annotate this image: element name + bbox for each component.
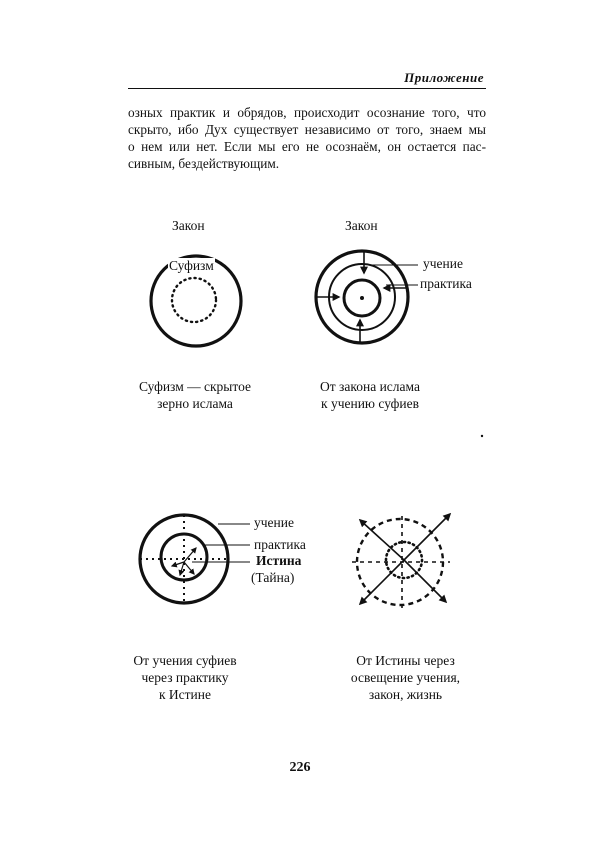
- caption-line: освещение учения,: [350, 670, 461, 685]
- d3-caption: [100, 652, 270, 703]
- body-line: скрыто, ибо Дух существует независимо от того, знаем мы: [128, 122, 486, 137]
- running-header: Приложение: [404, 70, 484, 85]
- d4-caption: [318, 652, 493, 703]
- caption-line: закон, жизнь: [368, 687, 443, 702]
- body-line: сивным, бездействующим.: [128, 156, 280, 171]
- truth-ray-3: [172, 562, 184, 566]
- d2-label-practice: практика: [420, 276, 472, 291]
- d1-inner-label: Суфизм: [169, 258, 214, 273]
- body-line: озных практик и обрядов, происходит осознание того, что: [128, 105, 486, 120]
- d1-caption: [110, 378, 280, 412]
- caption-line: От учения суфиев: [133, 653, 237, 668]
- ray-up-left: [360, 520, 404, 560]
- center-dot: [360, 296, 364, 300]
- d3-label-truth: Истина: [256, 553, 302, 568]
- caption-line: От закона ислама: [320, 379, 420, 394]
- caption-line: к учению суфиев: [321, 396, 419, 411]
- sufism-dotted-circle: [172, 278, 216, 322]
- stray-mark: [481, 435, 483, 437]
- d2-caption: [285, 378, 455, 412]
- ray-down-left: [360, 560, 404, 604]
- d3-label-practice: практика: [254, 537, 306, 552]
- ray-up-right: [404, 514, 450, 560]
- caption-line: Суфизм — скрытое: [139, 379, 251, 394]
- caption-line: зерно ислама: [157, 396, 233, 411]
- diagram-teaching-to-truth: [140, 515, 250, 604]
- truth-ray-4: [180, 562, 184, 575]
- truth-ray-2: [184, 562, 194, 574]
- d1-title: Закон: [172, 218, 205, 233]
- caption-line: От Истины через: [356, 653, 455, 668]
- d2-label-teaching: учение: [423, 256, 463, 271]
- d2-title: Закон: [345, 218, 378, 233]
- diagram-truth-illumination: [352, 514, 450, 608]
- d3-label-teaching: учение: [254, 515, 294, 530]
- diagram-law-to-teaching: [316, 251, 418, 343]
- caption-line: к Истине: [158, 687, 212, 702]
- d3-label-secret: (Тайна): [251, 570, 295, 585]
- body-line: о нем или нет. Если мы его не осознаём, он остается пас-: [128, 139, 486, 154]
- page-number: 226: [289, 760, 311, 775]
- caption-line: через практику: [141, 670, 229, 685]
